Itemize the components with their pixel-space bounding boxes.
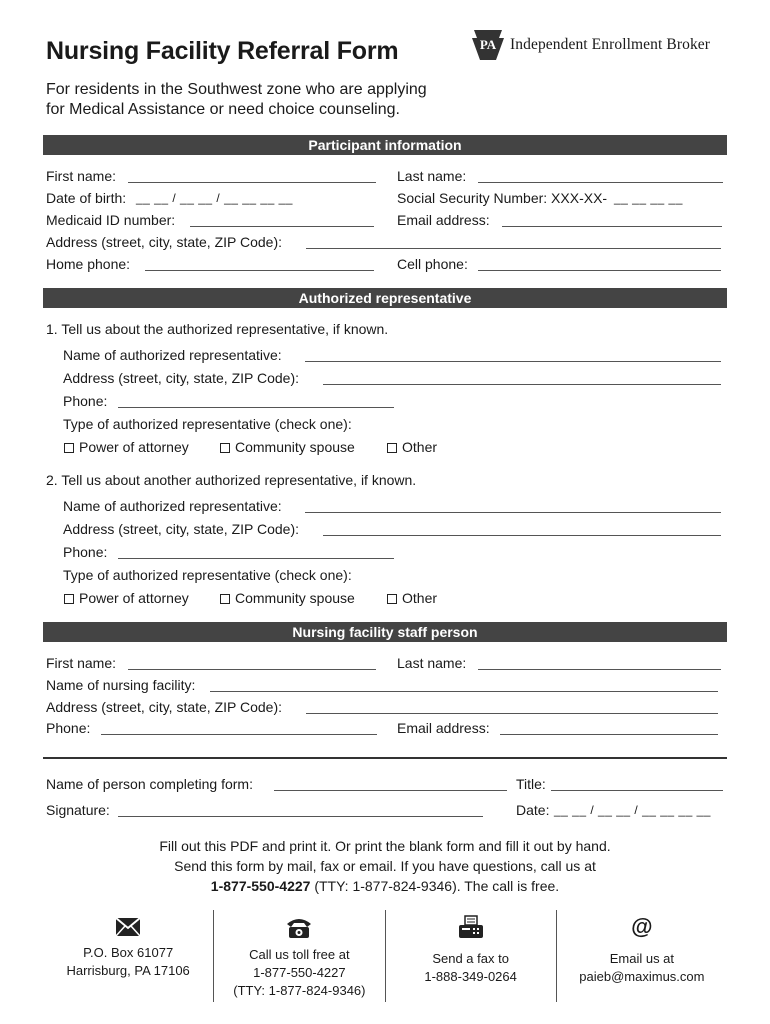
participant-address-label: Address (street, city, state, ZIP Code):: [46, 234, 283, 250]
staff-email-field[interactable]: [500, 734, 718, 735]
rep1-checkbox-power-of-attorney[interactable]: [64, 437, 189, 457]
email-line-1: Email us at: [609, 951, 675, 966]
rep1-spouse-label: Community spouse: [235, 439, 355, 455]
participant-ssn-field[interactable]: __ __ __ __: [614, 191, 683, 205]
rep2-checkbox-other[interactable]: [387, 588, 437, 608]
signature-label: Signature:: [46, 802, 110, 818]
mail-line-1: P.O. Box 61077: [83, 945, 174, 960]
staff-address-label: Address (street, city, state, ZIP Code):: [46, 699, 283, 715]
fax-line-1: Send a fax to: [432, 951, 509, 966]
rep2-phone-field[interactable]: [118, 558, 394, 559]
keystone-icon: [470, 28, 506, 62]
participant-cell-phone-label: Cell phone:: [397, 256, 468, 272]
rep1-poa-label: Power of attorney: [79, 439, 189, 455]
email-line-2: paieb@maximus.com: [579, 969, 705, 984]
rep1-name-field[interactable]: [305, 361, 721, 362]
staff-first-name-field[interactable]: [128, 669, 376, 670]
participant-last-name-label: Last name:: [397, 168, 467, 184]
checkbox-icon: [387, 443, 397, 453]
contact-methods: [43, 910, 727, 1002]
instructions-line-3-rest: (TTY: 1-877-824-9346). The call is free.: [310, 878, 560, 894]
contact-phone: [213, 910, 384, 1002]
staff-last-name-field[interactable]: [478, 669, 721, 670]
telephone-icon: [214, 910, 384, 944]
rep1-name-label: Name of authorized representative:: [63, 347, 282, 363]
contact-email: [556, 910, 727, 1002]
participant-home-phone-label: Home phone:: [46, 256, 131, 272]
completer-title-field[interactable]: [551, 790, 723, 791]
checkbox-icon: [387, 594, 397, 604]
participant-first-name-label: First name:: [46, 168, 117, 184]
rep1-checkbox-community-spouse[interactable]: [220, 437, 355, 457]
participant-section-heading: Participant information: [43, 135, 727, 155]
contact-fax: [385, 910, 556, 1002]
staff-facility-field[interactable]: [210, 691, 718, 692]
mail-line-2: Harrisburg, PA 17106: [66, 963, 190, 978]
instructions-line-2: Send this form by mail, fax or email. If you have questions, call us at: [174, 858, 596, 874]
participant-dob-field[interactable]: __ __ / __ __ / __ __ __ __: [136, 191, 293, 205]
completer-name-field[interactable]: [274, 790, 507, 791]
rep2-other-label: Other: [402, 590, 438, 606]
staff-email-label: Email address:: [397, 720, 490, 736]
rep2-name-label: Name of authorized representative:: [63, 498, 282, 514]
participant-home-phone-field[interactable]: [145, 270, 374, 271]
rep2-name-field[interactable]: [305, 512, 721, 513]
form-subtitle: [46, 80, 506, 120]
rep1-checkbox-other[interactable]: [387, 437, 437, 457]
rep2-spouse-label: Community spouse: [235, 590, 355, 606]
staff-first-name-label: First name:: [46, 655, 117, 671]
fax-line-2: 1-888-349-0264: [424, 969, 517, 984]
form-title: Nursing Facility Referral Form: [46, 37, 399, 65]
date-field[interactable]: __ __ / __ __ / __ __ __ __: [554, 803, 711, 817]
checkbox-icon: [64, 443, 74, 453]
subtitle-line-2: for Medical Assistance or need choice counseling.: [46, 101, 400, 118]
staff-address-field[interactable]: [306, 713, 718, 714]
helpline-phone: 1-877-550-4227: [210, 878, 311, 894]
rep1-other-label: Other: [402, 439, 438, 455]
rep1-address-field[interactable]: [323, 384, 721, 385]
rep2-address-label: Address (street, city, state, ZIP Code):: [63, 521, 300, 537]
staff-phone-field[interactable]: [101, 734, 377, 735]
staff-last-name-label: Last name:: [397, 655, 467, 671]
staff-section-heading: Nursing facility staff person: [43, 622, 727, 642]
logo-mark-text: PA: [479, 37, 497, 52]
phone-line-1: Call us toll free at: [249, 947, 350, 962]
participant-email-field[interactable]: [502, 226, 722, 227]
completer-title-label: Title:: [516, 776, 546, 792]
checkbox-icon: [220, 594, 230, 604]
checkbox-icon: [220, 443, 230, 453]
contact-mail: [43, 910, 213, 1002]
rep1-question: 1. Tell us about the authorized representative, if known.: [46, 321, 389, 337]
participant-medicaid-id-label: Medicaid ID number:: [46, 212, 176, 228]
rep2-phone-label: Phone:: [63, 544, 108, 560]
instructions: [43, 836, 727, 896]
rep2-type-label: Type of authorized representative (check one):: [63, 567, 352, 583]
rep1-phone-field[interactable]: [118, 407, 394, 408]
participant-medicaid-id-field[interactable]: [190, 226, 374, 227]
checkbox-icon: [64, 594, 74, 604]
participant-ssn-label: Social Security Number: XXX-XX-: [397, 190, 608, 206]
instructions-line-1: Fill out this PDF and print it. Or print the blank form and fill it out by hand.: [159, 838, 611, 854]
fax-icon: [386, 910, 556, 944]
instructions-line-3: [43, 876, 727, 896]
signature-field[interactable]: [118, 816, 483, 817]
participant-cell-phone-field[interactable]: [478, 270, 721, 271]
rep2-checkbox-community-spouse[interactable]: [220, 588, 355, 608]
rep1-phone-label: Phone:: [63, 393, 108, 409]
participant-first-name-field[interactable]: [128, 182, 376, 183]
rep1-type-label: Type of authorized representative (check one):: [63, 416, 352, 432]
rep2-checkbox-power-of-attorney[interactable]: [64, 588, 189, 608]
participant-email-label: Email address:: [397, 212, 490, 228]
at-sign-icon: @: [631, 914, 653, 939]
rep1-address-label: Address (street, city, state, ZIP Code):: [63, 370, 300, 386]
staff-facility-label: Name of nursing facility:: [46, 677, 196, 693]
phone-line-3: (TTY: 1-877-824-9346): [233, 983, 366, 998]
date-label: Date:: [516, 802, 550, 818]
representative-section-heading: Authorized representative: [43, 288, 727, 308]
completer-name-label: Name of person completing form:: [46, 776, 253, 792]
rep2-address-field[interactable]: [323, 535, 721, 536]
participant-address-field[interactable]: [306, 248, 721, 249]
envelope-icon: [43, 910, 213, 944]
subtitle-line-1: For residents in the Southwest zone who are applying: [46, 81, 427, 98]
rep2-poa-label: Power of attorney: [79, 590, 189, 606]
pa-logo: [470, 28, 710, 62]
section-divider: [43, 757, 727, 759]
rep2-question: 2. Tell us about another authorized representative, if known.: [46, 472, 417, 488]
participant-dob-label: Date of birth:: [46, 190, 127, 206]
phone-line-2: 1-877-550-4227: [253, 965, 346, 980]
logo-text: Independent Enrollment Broker: [510, 36, 711, 53]
participant-last-name-field[interactable]: [478, 182, 723, 183]
staff-phone-label: Phone:: [46, 720, 91, 736]
